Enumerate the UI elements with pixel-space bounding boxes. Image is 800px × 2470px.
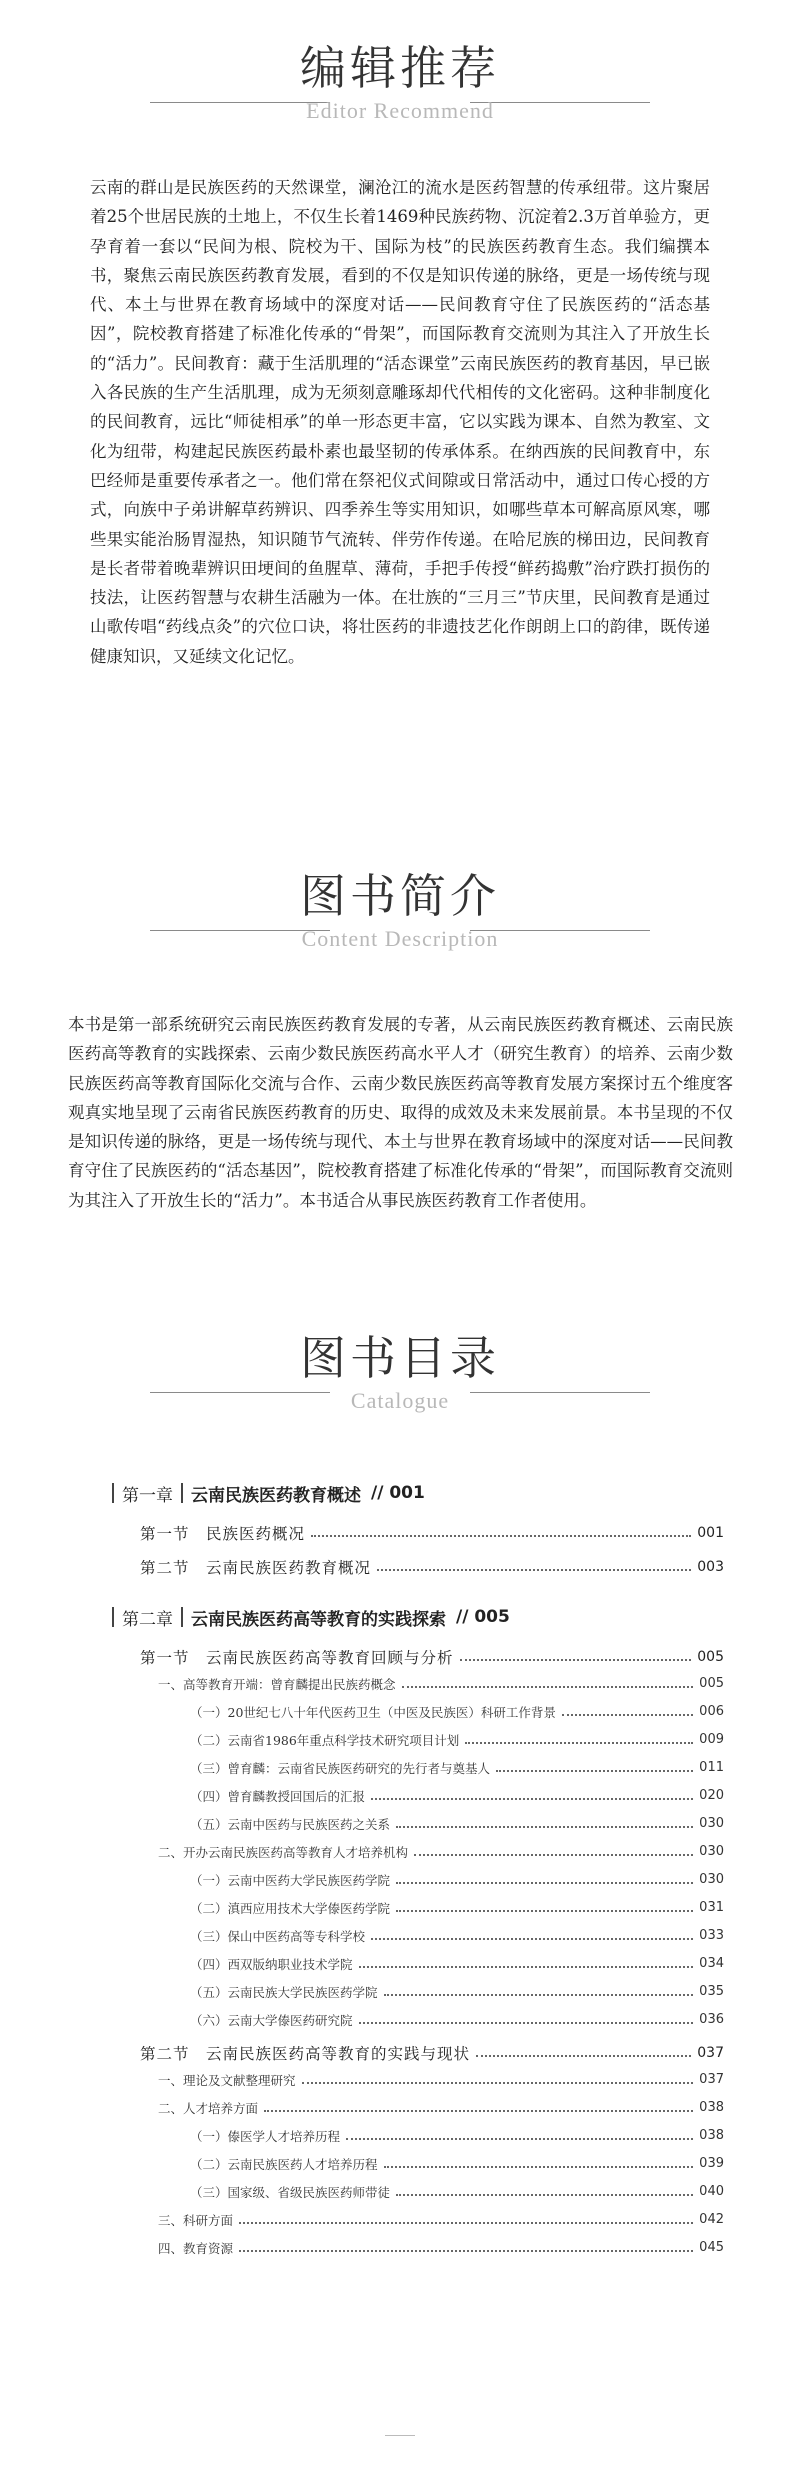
- leader-dots: [384, 1994, 694, 1996]
- toc-page: 030: [699, 1816, 724, 1831]
- chapter-heading: [112, 1478, 712, 1508]
- leader-dots: [396, 1826, 693, 1828]
- toc-section: [140, 1644, 724, 1670]
- toc-entry: [190, 1896, 724, 1919]
- toc-entry: [190, 1728, 724, 1751]
- toc-page: 037: [699, 2072, 724, 2087]
- toc-label: （二）云南民族医药人才培养历程: [190, 2156, 378, 2172]
- section-subtitle: Editor Recommend: [306, 98, 494, 123]
- leader-dots: [371, 1798, 693, 1800]
- leader-dots: [359, 1966, 694, 1968]
- section-subtitle: Content Description: [301, 926, 499, 951]
- toc-label: （四）曾育麟教授回国后的汇报: [190, 1788, 366, 1804]
- toc-page: 020: [699, 1788, 724, 1803]
- leader-dots: [264, 2110, 693, 2112]
- toc-entry: [158, 2236, 724, 2259]
- toc-label: （五）云南中医药与民族医药之关系: [190, 1816, 391, 1832]
- toc-page: 038: [699, 2100, 724, 2115]
- section-title: 编辑推荐: [300, 41, 500, 95]
- chapter-number: 第一章: [122, 1485, 173, 1506]
- leader-dots: [396, 1882, 693, 1884]
- leader-dots: [496, 1770, 693, 1772]
- toc-label: （一）20世纪七八十年代医药卫生（中医及民族医）科研工作背景: [190, 1704, 556, 1720]
- toc-label: 第一节 云南民族医药高等教育回顾与分析: [140, 1649, 454, 1667]
- chapter-page: // 001: [371, 1483, 425, 1503]
- toc-page: 030: [699, 1872, 724, 1887]
- toc-label: （四）西双版纳职业技术学院: [190, 1956, 353, 1972]
- footer-divider: [385, 2435, 415, 2436]
- toc-page: 031: [699, 1900, 724, 1915]
- catalogue-header: [0, 1330, 800, 1420]
- toc-label: 二、人才培养方面: [158, 2100, 259, 2116]
- toc-page: 001: [697, 1525, 724, 1541]
- toc-label: 第二节 云南民族医药高等教育的实践与现状: [140, 2045, 471, 2063]
- toc-label: 四、教育资源: [158, 2240, 234, 2256]
- toc-entry: [190, 2152, 724, 2175]
- toc-entry: [190, 1812, 724, 1835]
- leader-dots: [414, 1854, 693, 1856]
- toc-label: 一、理论及文献整理研究: [158, 2072, 296, 2088]
- section-title: 图书目录: [300, 1331, 500, 1385]
- leader-dots: [359, 2022, 694, 2024]
- chapter-bar: [112, 1483, 114, 1503]
- leader-dots: [239, 2222, 693, 2224]
- toc-label: （二）云南省1986年重点科学技术研究项目计划: [190, 1732, 460, 1748]
- toc-page: 037: [697, 2045, 724, 2061]
- toc-entry: [190, 1924, 724, 1947]
- toc-entry: [158, 2096, 724, 2119]
- toc-section: [140, 1520, 724, 1546]
- leader-dots: [396, 1910, 693, 1912]
- toc-entry: [190, 1868, 724, 1891]
- leader-dots: [562, 1714, 693, 1716]
- leader-dots: [377, 1569, 691, 1571]
- toc-label: 二、开办云南民族医药高等教育人才培养机构: [158, 1844, 409, 1860]
- toc-entry: [190, 1980, 724, 2003]
- toc-entry: [158, 1840, 724, 1863]
- chapter-number: 第二章: [122, 1609, 173, 1630]
- toc-label: （五）云南民族大学民族医药学院: [190, 1984, 378, 2000]
- leader-dots: [396, 2194, 693, 2196]
- toc-page: 036: [699, 2012, 724, 2027]
- chapter-page: // 005: [456, 1607, 510, 1627]
- toc-label: （一）傣医学人才培养历程: [190, 2128, 341, 2144]
- leader-dots: [239, 2250, 693, 2252]
- leader-dots: [302, 2082, 694, 2084]
- toc-entry: [158, 2068, 724, 2091]
- chapter-heading: [112, 1602, 712, 1632]
- toc-entry: [158, 1672, 724, 1695]
- toc-label: （六）云南大学傣医药研究院: [190, 2012, 353, 2028]
- chapter-bar: [181, 1607, 183, 1627]
- toc-page: 034: [699, 1956, 724, 1971]
- toc-label: 第二节 云南民族医药教育概况: [140, 1559, 372, 1577]
- content-description-header: [0, 868, 800, 958]
- toc-page: 011: [699, 1760, 724, 1775]
- leader-dots: [384, 2166, 694, 2168]
- toc-entry: [190, 1756, 724, 1779]
- leader-dots: [402, 1686, 694, 1688]
- leader-dots: [465, 1742, 693, 1744]
- toc-page: 030: [699, 1844, 724, 1859]
- toc-page: 009: [699, 1732, 724, 1747]
- toc-page: 040: [699, 2184, 724, 2199]
- toc-label: （一）云南中医药大学民族医药学院: [190, 1872, 391, 1888]
- toc-label: （二）滇西应用技术大学傣医药学院: [190, 1900, 391, 1916]
- toc-label: （三）保山中医药高等专科学校: [190, 1928, 366, 1944]
- leader-dots: [476, 2055, 691, 2057]
- toc-page: 039: [699, 2156, 724, 2171]
- toc-entry: [190, 2180, 724, 2203]
- toc-entry: [190, 1700, 724, 1723]
- chapter-bar: [112, 1607, 114, 1627]
- toc-page: 033: [699, 1928, 724, 1943]
- toc-label: 一、高等教育开端：曾育麟提出民族药概念: [158, 1676, 396, 1692]
- toc-page: 005: [699, 1676, 724, 1691]
- toc-entry: [190, 2124, 724, 2147]
- toc-label: （三）国家级、省级民族医药师带徒: [190, 2184, 391, 2200]
- toc-page: 003: [697, 1559, 724, 1575]
- toc-label: 第一节 民族医药概况: [140, 1525, 306, 1543]
- chapter-name: 云南民族医药高等教育的实践探索: [191, 1609, 446, 1630]
- toc-page: 042: [699, 2212, 724, 2227]
- leader-dots: [371, 1938, 693, 1940]
- toc-page: 035: [699, 1984, 724, 1999]
- section-subtitle: Catalogue: [350, 1388, 450, 1413]
- toc-entry: [158, 2208, 724, 2231]
- toc-page: 038: [699, 2128, 724, 2143]
- toc-page: 045: [699, 2240, 724, 2255]
- leader-dots: [311, 1535, 691, 1537]
- toc-entry: [190, 1784, 724, 1807]
- section-title: 图书简介: [300, 869, 500, 923]
- toc-label: 三、科研方面: [158, 2212, 234, 2228]
- toc-page: 006: [699, 1704, 724, 1719]
- editor-recommend-header: [0, 40, 800, 130]
- editor-recommend-text: 云南的群山是民族医药的天然课堂，澜沧江的流水是医药智慧的传承纽带。这片聚居着25个世居民族的土地上，不仅生长着1469种民族药物、沉淀着2.3万首单验方，更孕育着一套以“民间为根、院校为干、国际为枝”的民族医药教育生态。我们编撰本书，聚焦云南民族医药教育发展，看到的不仅是知识传递的脉络，更是一场传统与现代、本土与世界在教育场域中的深度对话——民间教育守住了民族医药的“活态基因”，院校教育搭建了标准化传承的“骨架”，而国际教育交流则为其注入了开放生长的“活力”。民间教育：藏于生活肌理的“活态课堂”云南民族医药的教育基因，早已嵌入各民族的生产生活肌理，成为无须刻意雕琢却代代相传的文化密码。这种非制度化的民间教育，远比“师徒相承”的单一形态更丰富，它以实践为课本、自然为教室、文化为纽带，构建起民族医药最朴素也最坚韧的传承体系。在纳西族的民间教育中，东巴经师是重要传承者之一。他们常在祭祀仪式间隙或日常活动中，通过口传心授的方式，向族中子弟讲解草药辨识、四季养生等实用知识，如哪些草本可解高原风寒，哪些果实能治肠胃湿热，知识随节气流转、伴劳作传递。在哈尼族的梯田边，民间教育是长者带着晚辈辨识田埂间的鱼腥草、薄荷，手把手传授“鲜药捣敷”治疗跌打损伤的技法，让医药智慧与农耕生活融为一体。在壮族的“三月三”节庆里，民间教育是通过山歌传唱“药线点灸”的穴位口诀，将壮医药的非遗技艺化作朗朗上口的韵律，既传递健康知识，又延续文化记忆。: [90, 178, 710, 666]
- toc-page: 005: [697, 1649, 724, 1665]
- toc-entry: [190, 1952, 724, 1975]
- leader-dots: [346, 2138, 693, 2140]
- chapter-name: 云南民族医药教育概述: [191, 1485, 361, 1506]
- toc-entry: [190, 2008, 724, 2031]
- chapter-bar: [181, 1483, 183, 1503]
- toc-label: （三）曾育麟：云南省民族医药研究的先行者与奠基人: [190, 1760, 491, 1776]
- toc-section: [140, 2040, 724, 2066]
- leader-dots: [460, 1659, 692, 1661]
- toc-section: [140, 1554, 724, 1580]
- content-description-text: 本书是第一部系统研究云南民族医药教育发展的专著，从云南民族医药教育概述、云南民族医药高等教育的实践探索、云南少数民族医药高水平人才（研究生教育）的培养、云南少数民族医药高等教育国际化交流与合作、云南少数民族医药高等教育发展方案探讨五个维度客观真实地呈现了云南省民族医药教育的历史、取得的成效及未来发展前景。本书呈现的不仅是知识传递的脉络，更是一场传统与现代、本土与世界在教育场域中的深度对话——民间教育守住了民族医药的“活态基因”，院校教育搭建了标准化传承的“骨架”，而国际教育交流则为其注入了开放生长的“活力”。本书适合从事民族医药教育工作者使用。: [68, 1015, 733, 1210]
